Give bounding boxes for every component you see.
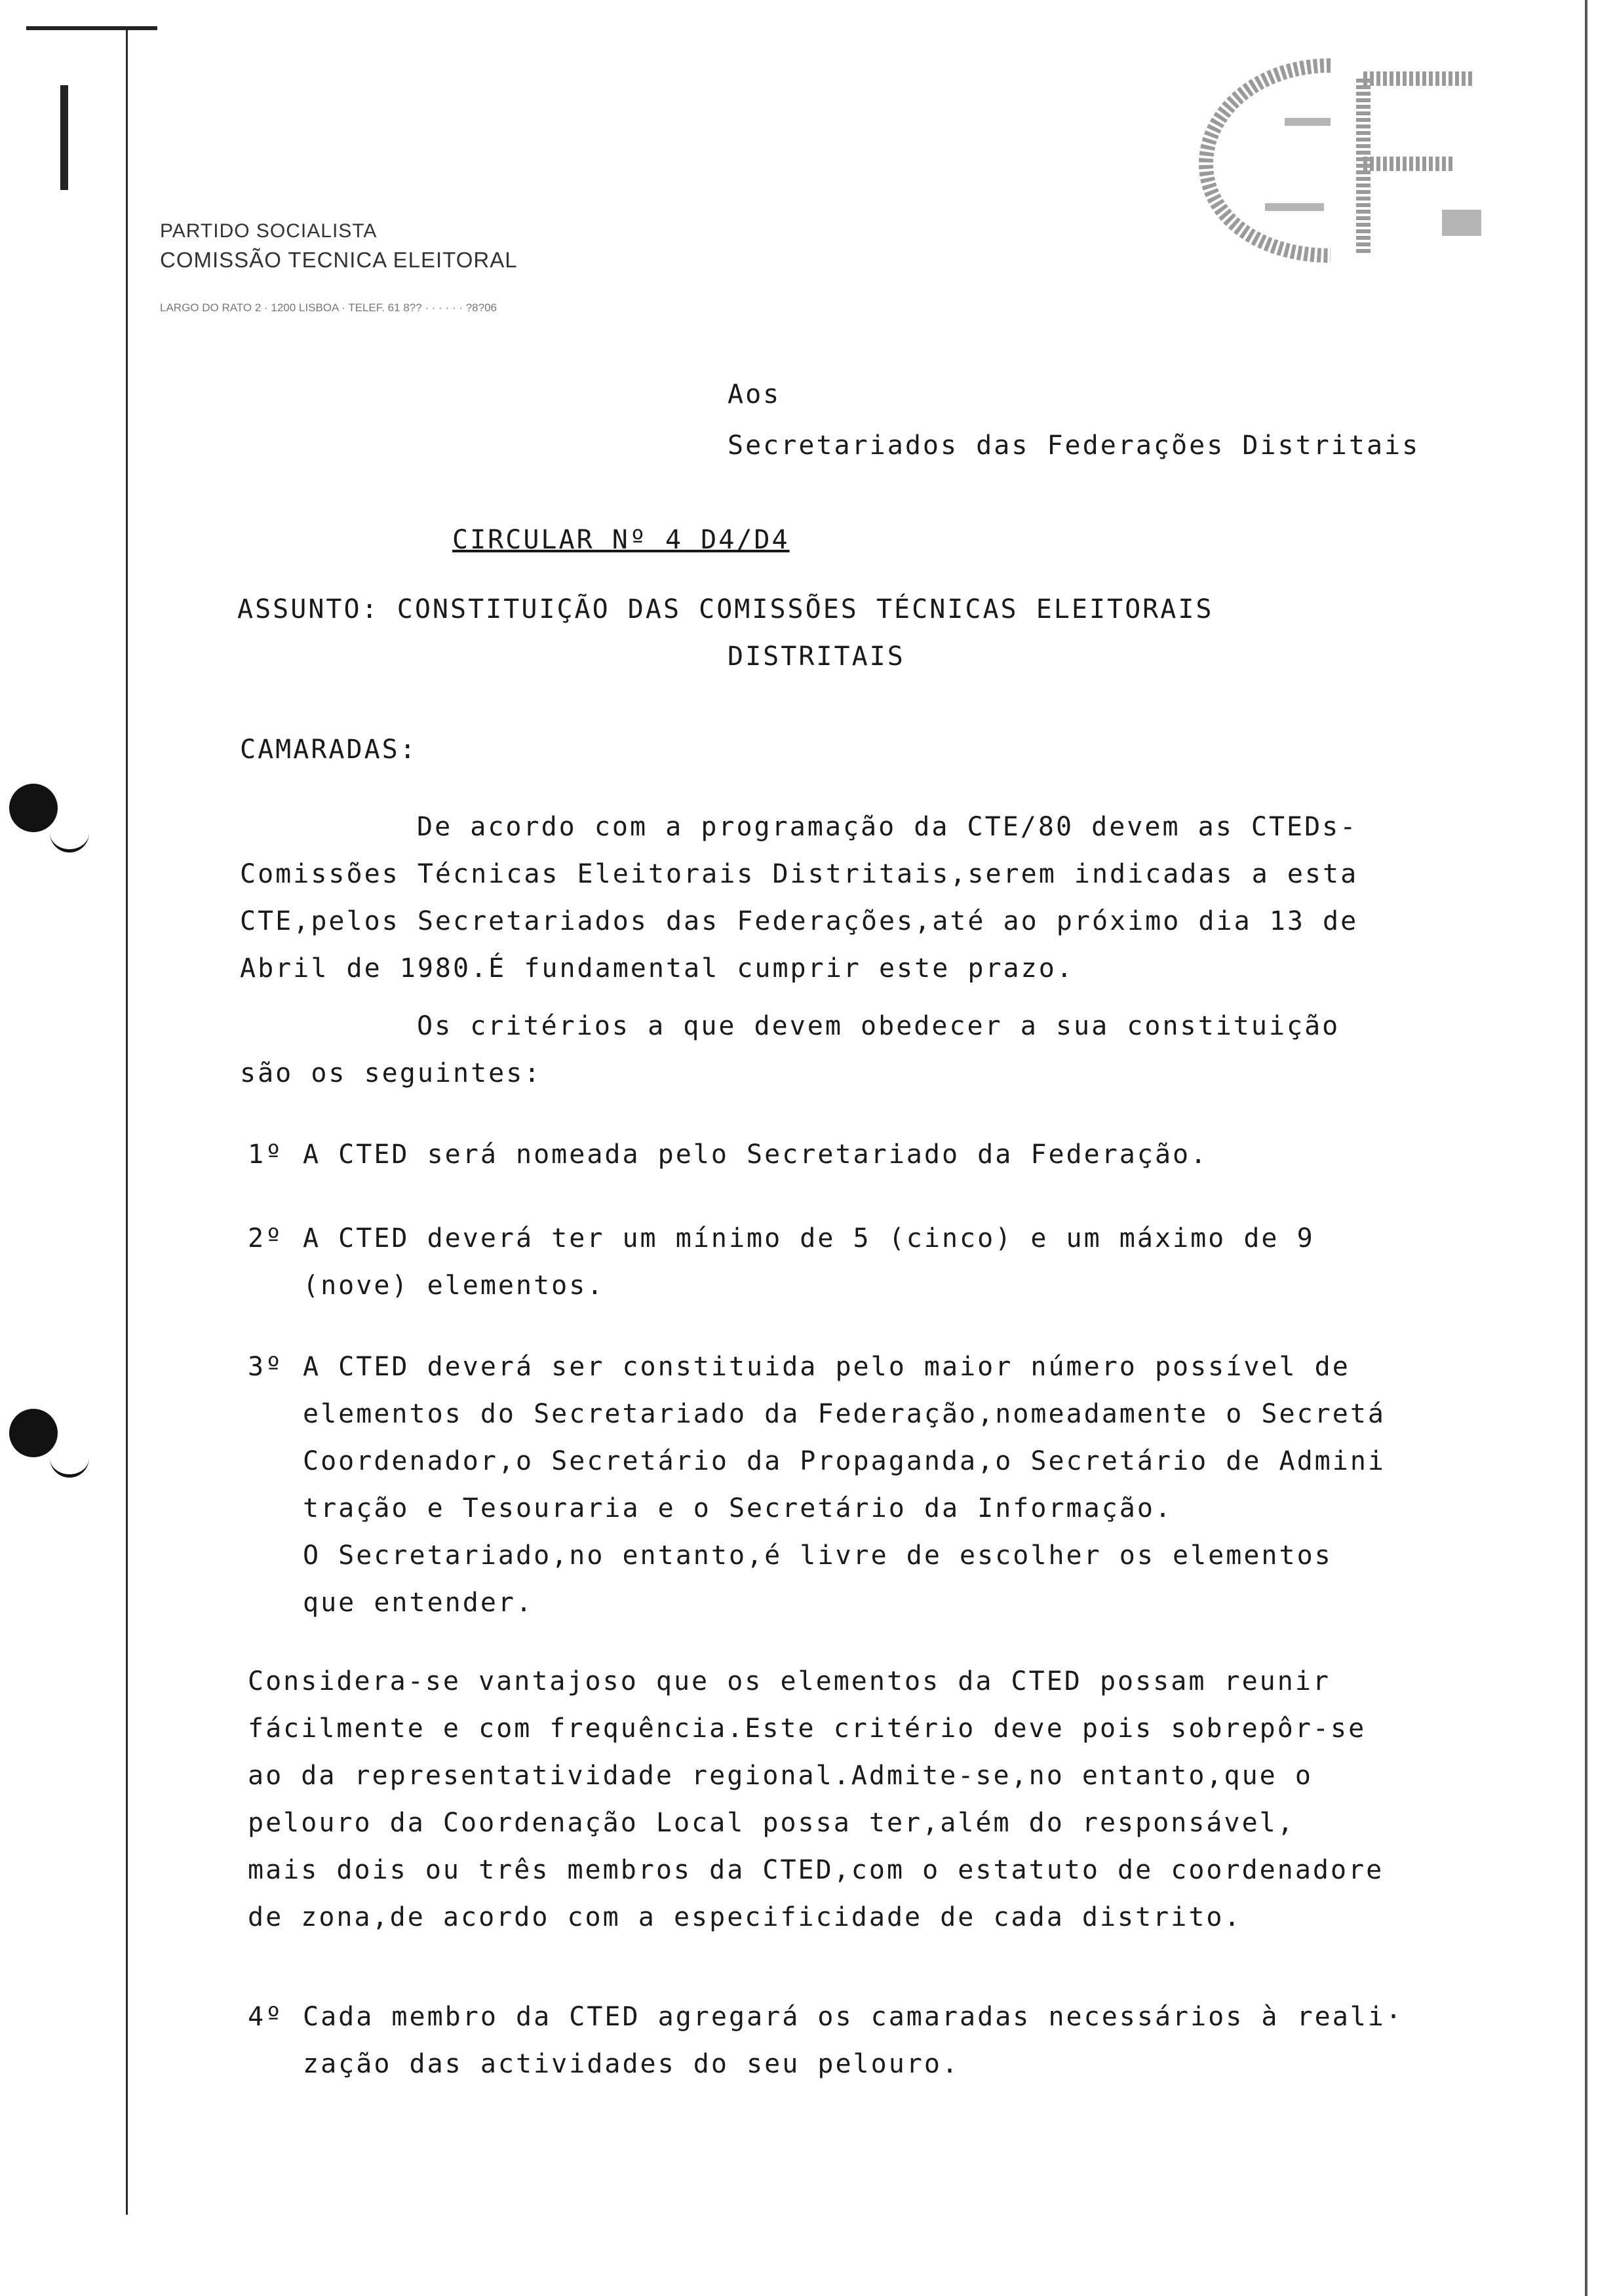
criterion-number: 1º xyxy=(248,1139,284,1170)
criterion-text: que entender. xyxy=(303,1588,534,1618)
cted-meeting-paragraph xyxy=(248,1658,1384,1941)
subject-line-2: DISTRITAIS xyxy=(728,641,905,672)
staple-mark xyxy=(26,26,157,30)
paragraph-line: de zona,de acordo com a especificidade de cada distrito. xyxy=(248,1902,1242,1932)
intro-line: De acordo com a programação da CTE/80 devem as CTEDs- xyxy=(417,812,1358,842)
intro-line: Comissões Técnicas Eleitorais Distritais,serem indicadas a esta xyxy=(240,859,1359,889)
criterion-text: Coordenador,o Secretário da Propaganda,o Secretário de Admini xyxy=(303,1446,1386,1476)
paragraph-line: mais dois ou três membros da CTED,com o estatuto de coordenadore xyxy=(248,1855,1384,1885)
criterion-text: (nove) elementos. xyxy=(303,1271,605,1301)
criterion-4 xyxy=(248,1993,1403,2088)
letterhead-commission-name: COMISSÃO TECNICA ELEITORAL xyxy=(160,248,518,272)
criterion-number: 2º xyxy=(248,1223,284,1253)
criterion-text: A CTED será nomeada pelo Secretariado da Federação. xyxy=(303,1139,1209,1170)
criterion-text: elementos do Secretariado da Federação,nomeadamente o Secretá xyxy=(303,1399,1386,1429)
criterion-2 xyxy=(248,1215,1315,1309)
intro-paragraph xyxy=(240,803,1358,992)
paragraph-line: Considera-se vantajoso que os elementos da CTED possam reunir xyxy=(248,1666,1331,1696)
criterion-3 xyxy=(248,1343,1386,1626)
paragraph-line: ao da representatividade regional.Admite-se,no entanto,que o xyxy=(248,1761,1313,1791)
page-edge-line xyxy=(126,26,128,2215)
recipient-line-1: Aos xyxy=(728,379,781,410)
criterion-text: zação das actividades do seu pelouro. xyxy=(303,2049,960,2079)
criteria-intro-line: Os critérios a que devem obedecer a sua constituição xyxy=(417,1011,1340,1041)
letterhead-party-name: PARTIDO SOCIALISTA xyxy=(160,220,378,242)
circular-title: CIRCULAR Nº 4 D4/D4 xyxy=(452,525,790,555)
page-edge-line-right xyxy=(1585,0,1587,2296)
letterhead-address: LARGO DO RATO 2 · 1200 LISBOA · TELEF. 61 8?? · · · · · · ?8?06 xyxy=(160,301,497,314)
criterion-text: tração e Tesouraria e o Secretário da Informação. xyxy=(303,1493,1173,1523)
criteria-intro-line: são os seguintes: xyxy=(240,1058,542,1088)
paragraph-line: fácilmente e com frequência.Este critério deve pois sobrepôr-se xyxy=(248,1713,1367,1744)
criterion-number: 3º xyxy=(248,1352,284,1382)
criterion-text: Cada membro da CTED agregará os camaradas necessários à reali· xyxy=(303,2002,1404,2032)
criterion-text: A CTED deverá ser constituida pelo maior número possível de xyxy=(303,1352,1350,1382)
party-logo xyxy=(1167,39,1508,288)
subject-line-1: ASSUNTO: CONSTITUIÇÃO DAS COMISSÕES TÉCNICAS ELEITORAIS xyxy=(237,594,1214,624)
intro-line: Abril de 1980.É fundamental cumprir este prazo. xyxy=(240,953,1074,984)
punch-hole-bottom-shadow xyxy=(50,1448,89,1478)
staple-mark xyxy=(60,85,68,190)
criteria-intro xyxy=(240,1003,1340,1097)
paragraph-line: pelouro da Coordenação Local possa ter,além do responsável, xyxy=(248,1808,1295,1838)
intro-line: CTE,pelos Secretariados das Federações,até ao próximo dia 13 de xyxy=(240,906,1359,936)
punch-hole-top-shadow xyxy=(50,823,89,852)
criterion-1 xyxy=(248,1131,1208,1178)
salutation: CAMARADAS: xyxy=(240,735,418,765)
criterion-text: O Secretariado,no entanto,é livre de escolher os elementos xyxy=(303,1540,1333,1571)
criterion-text: A CTED deverá ter um mínimo de 5 (cinco) e um máximo de 9 xyxy=(303,1223,1315,1253)
recipient-line-2: Secretariados das Federações Distritais xyxy=(728,430,1420,461)
criterion-number: 4º xyxy=(248,2002,284,2032)
